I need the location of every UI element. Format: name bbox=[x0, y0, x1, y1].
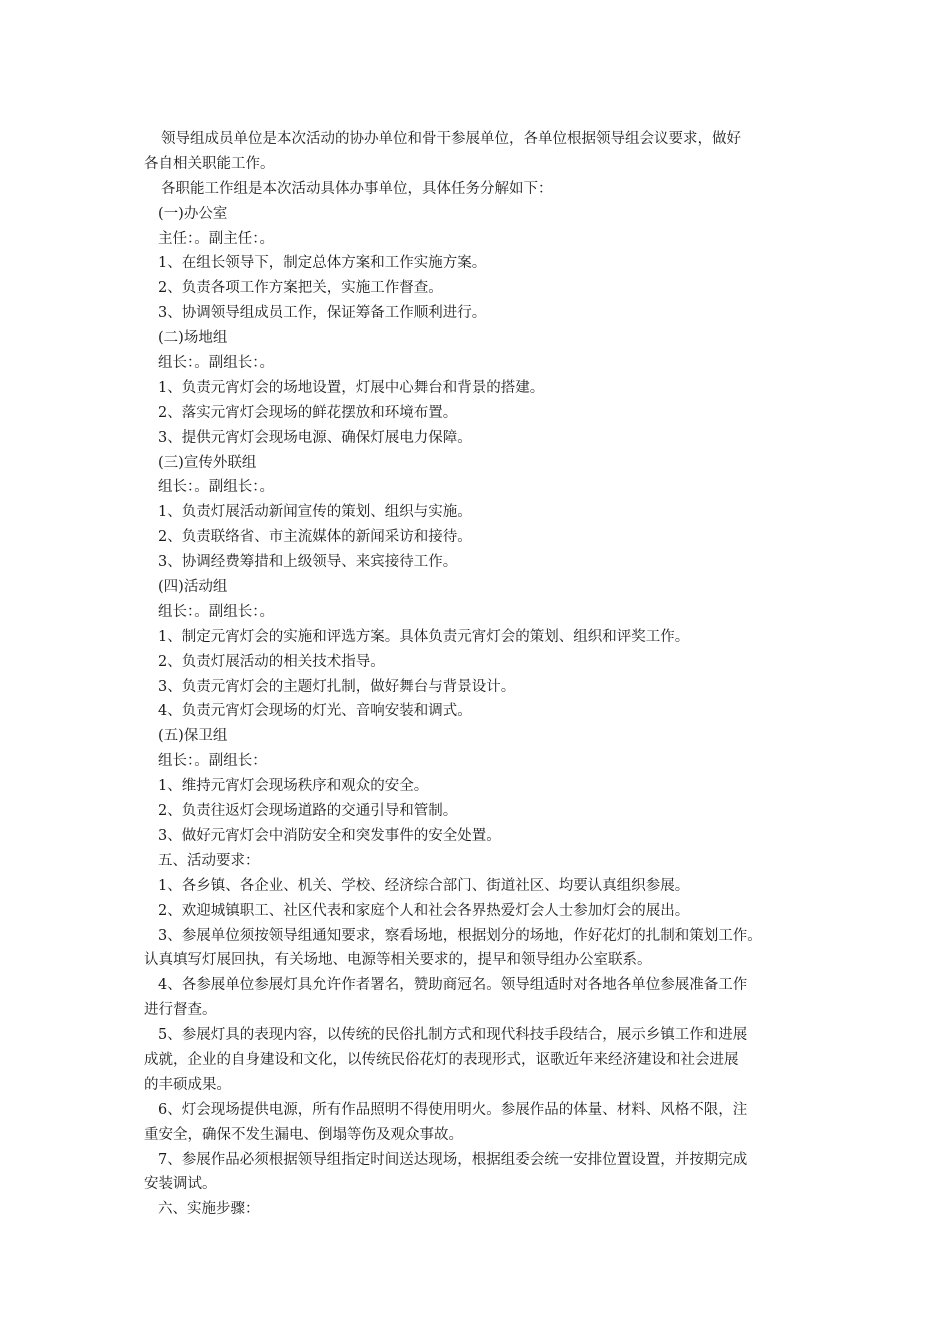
text-line: 7、参展作品必须根据领导组指定时间送达现场，根据组委会统一安排位置设置，并按期完成 bbox=[158, 1151, 748, 1168]
text-line: 4、负责元宵灯会现场的灯光、音响安装和调式。 bbox=[158, 703, 472, 720]
text-line: 重安全，确保不发生漏电、倒塌等伤及观众事故。 bbox=[144, 1126, 463, 1143]
text-line: 1、负责灯展活动新闻宣传的策划、组织与实施。 bbox=[158, 504, 472, 521]
text-line: 领导组成员单位是本次活动的协办单位和骨干参展单位，各单位根据领导组会议要求，做好 bbox=[161, 131, 741, 147]
text-line: 3、做好元宵灯会中消防安全和突发事件的安全处置。 bbox=[158, 827, 501, 844]
text-line: 各职能工作组是本次活动具体办事单位，具体任务分解如下： bbox=[161, 180, 553, 197]
text-line: 五、活动要求： bbox=[158, 852, 260, 869]
text-line: 2、落实元宵灯会现场的鲜花摆放和环境布置。 bbox=[158, 404, 458, 421]
text-line: 3、协调经费筹措和上级领导、来宾接待工作。 bbox=[158, 554, 458, 571]
text-line: 3、参展单位须按领导组通知要求，察看场地，根据划分的场地，作好花灯的扎制和策划工作。 bbox=[158, 927, 762, 944]
text-line: (三)宣传外联组 bbox=[158, 454, 257, 471]
text-line: (二)场地组 bbox=[158, 330, 228, 347]
text-line: 成就，企业的自身建设和文化，以传统民俗花灯的表现形式，讴歌近年来经济建设和社会进展 bbox=[144, 1051, 739, 1068]
text-line: 2、负责联络省、市主流媒体的新闻采访和接待。 bbox=[158, 529, 472, 546]
text-line: 2、负责各项工作方案把关，实施工作督查。 bbox=[158, 280, 443, 297]
text-line: (五)保卫组 bbox=[158, 728, 228, 745]
text-line: (四)活动组 bbox=[158, 579, 228, 596]
text-line: 各自相关职能工作。 bbox=[144, 155, 275, 172]
text-line: 3、提供元宵灯会现场电源、确保灯展电力保障。 bbox=[158, 429, 472, 446]
text-line: 2、负责往返灯会现场道路的交通引导和管制。 bbox=[158, 803, 458, 820]
text-line: 6、灯会现场提供电源，所有作品照明不得使用明火。参展作品的体量、材料、风格不限，注 bbox=[158, 1101, 748, 1118]
text-line: 组长：。副组长： bbox=[158, 753, 267, 770]
text-line: 2、欢迎城镇职工、社区代表和家庭个人和社会各界热爱灯会人士参加灯会的展出。 bbox=[158, 902, 690, 919]
text-line: 1、制定元宵灯会的实施和评选方案。具体负责元宵灯会的策划、组织和评奖工作。 bbox=[158, 628, 690, 645]
text-line: 1、负责元宵灯会的场地设置，灯展中心舞台和背景的搭建。 bbox=[158, 379, 545, 396]
text-line: 组长：。副组长：。 bbox=[158, 603, 274, 620]
text-line: 4、各参展单位参展灯具允许作者署名，赞助商冠名。领导组适时对各地各单位参展准备工作 bbox=[158, 977, 748, 994]
text-line: 1、各乡镇、各企业、机关、学校、经济综合部门、街道社区、均要认真组织参展。 bbox=[158, 877, 690, 894]
text-line: 5、参展灯具的表现内容，以传统的民俗扎制方式和现代科技手段结合，展示乡镇工作和进展 bbox=[158, 1027, 748, 1044]
text-line: 2、负责灯展活动的相关技术指导。 bbox=[158, 653, 385, 670]
text-line: 认真填写灯展回执，有关场地、电源等相关要求的，提早和领导组办公室联系。 bbox=[144, 952, 652, 969]
text-line: 组长：。副组长：。 bbox=[158, 355, 274, 372]
text-line: 安装调试。 bbox=[144, 1176, 217, 1193]
document-body bbox=[144, 127, 824, 1222]
text-line: 3、负责元宵灯会的主题灯扎制，做好舞台与背景设计。 bbox=[158, 678, 516, 695]
text-line: 进行督查。 bbox=[144, 1002, 217, 1019]
text-line: (一)办公室 bbox=[158, 205, 228, 222]
text-line: 1、维持元宵灯会现场秩序和观众的安全。 bbox=[158, 778, 429, 795]
text-line: 3、协调领导组成员工作，保证筹备工作顺利进行。 bbox=[158, 305, 487, 322]
text-line: 主任：。副主任：。 bbox=[158, 230, 274, 247]
text-line: 六、实施步骤： bbox=[158, 1201, 260, 1218]
text-line: 1、在组长领导下，制定总体方案和工作实施方案。 bbox=[158, 255, 487, 272]
text-line: 的丰硕成果。 bbox=[144, 1076, 231, 1093]
text-line: 组长：。副组长：。 bbox=[158, 479, 274, 496]
